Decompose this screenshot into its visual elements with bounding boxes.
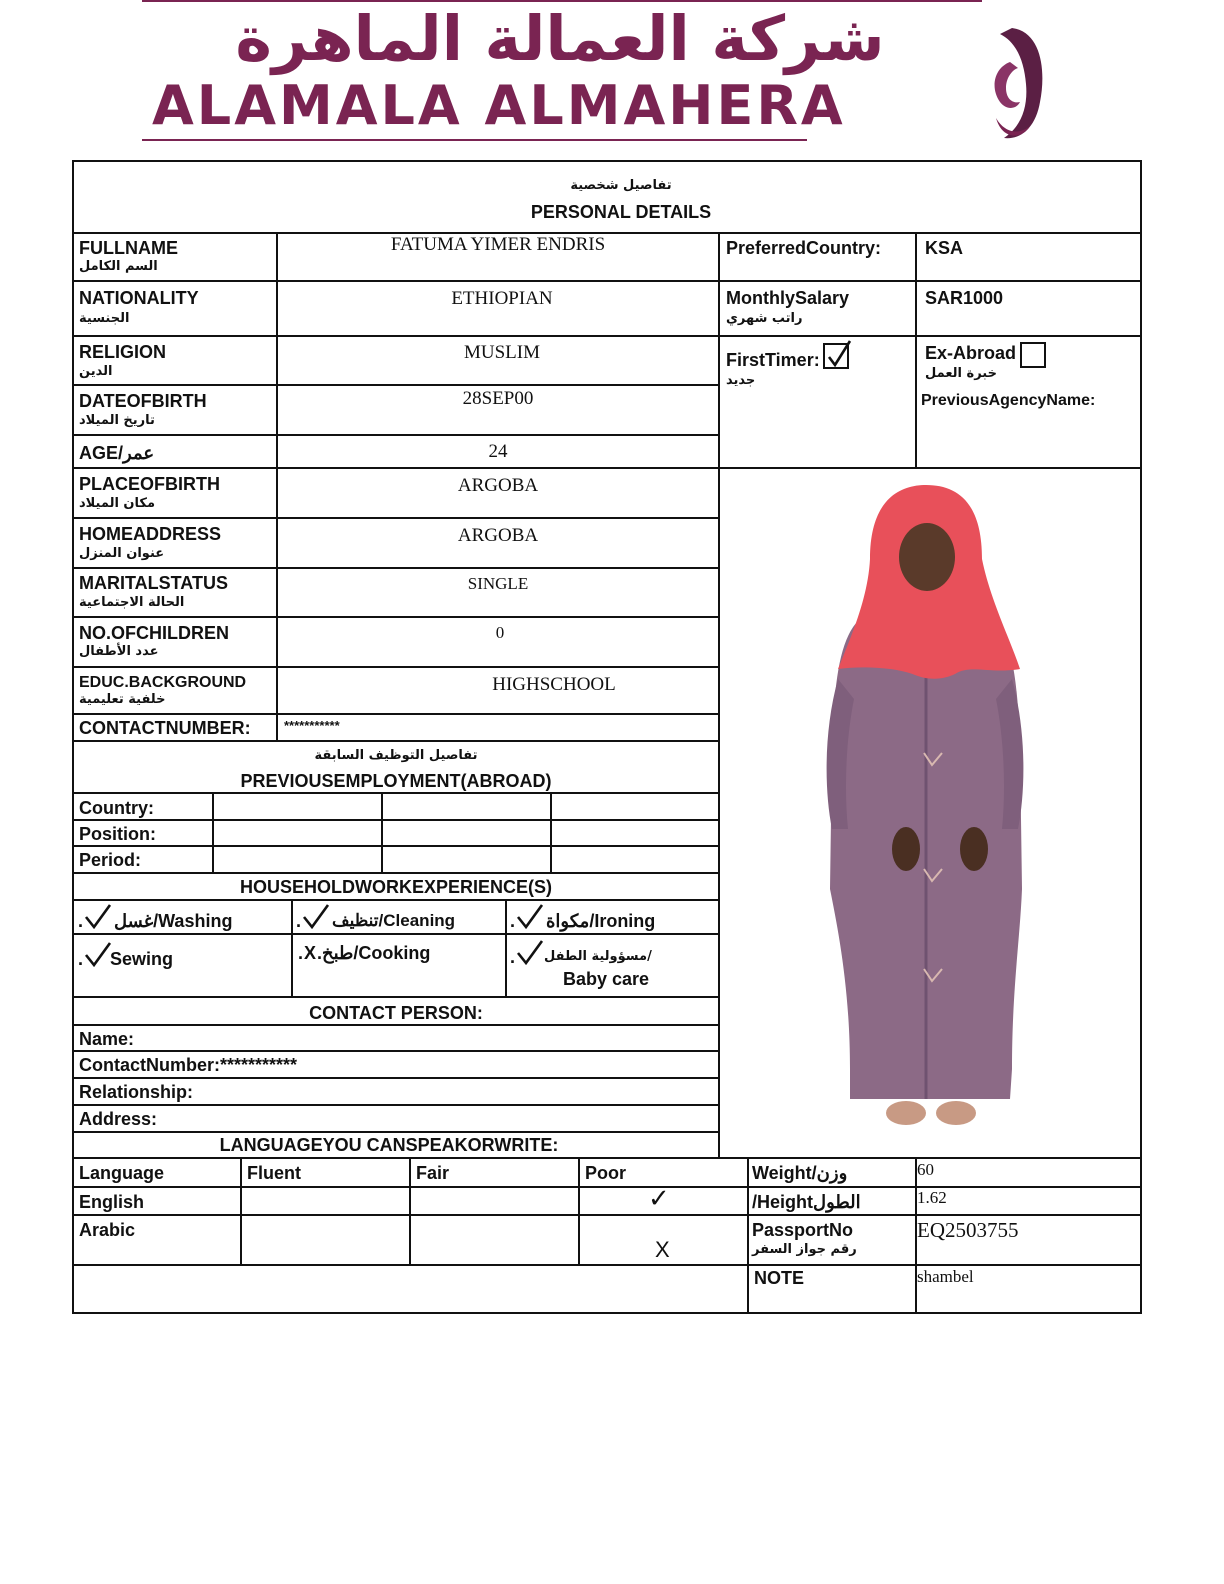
- checkmark-icon: [302, 903, 330, 929]
- contact-number-value: ***********: [284, 718, 340, 733]
- cleaning-label: تنظيف/Cleaning: [332, 911, 456, 930]
- pob-label-ar: مكان الميلاد: [79, 496, 156, 511]
- children-value: 0: [495, 623, 505, 642]
- lang-arabic-label: Arabic: [79, 1220, 136, 1240]
- marital-label: MARITALSTATUS: [79, 573, 228, 593]
- cross-mark-icon: X: [304, 943, 317, 963]
- dob-value: 28SEP00: [462, 388, 534, 409]
- contact-number-label: CONTACTNUMBER:: [79, 718, 251, 738]
- previous-agency-label: PreviousAgencyName:: [921, 392, 1096, 409]
- contact-relationship-label: Relationship:: [79, 1082, 194, 1102]
- note-value: shambel: [917, 1267, 974, 1286]
- lang-english-label: English: [79, 1192, 145, 1212]
- cooking-label: طبخ/Cooking: [322, 943, 431, 963]
- home-address-value: ARGOBA: [457, 525, 539, 546]
- lang-header-fair: Fair: [416, 1163, 450, 1183]
- logo-latin-text: ALAMALA ALMAHERA: [152, 74, 846, 137]
- person-figure-icon: [720, 469, 1140, 1157]
- home-address-label-ar: عنوان المنزل: [79, 546, 165, 561]
- religion-label: RELIGION: [79, 342, 167, 362]
- prev-period-label: Period:: [79, 850, 142, 870]
- fullname-label-ar: السم الكامل: [79, 259, 158, 274]
- nationality-value: ETHIOPIAN: [451, 288, 553, 309]
- sewing-label: Sewing: [110, 949, 174, 969]
- note-label: NOTE: [754, 1268, 805, 1288]
- personal-title-ar: تفاصيل شخصية: [570, 178, 672, 193]
- salary-label: MonthlySalary: [726, 288, 850, 308]
- household-item-babycare: . مسؤولية الطفل/ Baby care: [510, 937, 718, 995]
- education-label-ar: خلفية تعليمية: [79, 692, 166, 707]
- fullname-label: FULLNAME: [79, 238, 178, 258]
- weight-label: Weight/وزن: [752, 1163, 848, 1183]
- children-label-ar: عدد الأطفال: [79, 644, 159, 659]
- household-item-cooking: . X . طبخ/Cooking: [298, 943, 431, 963]
- weight-value: 60: [917, 1160, 934, 1179]
- prev-position-label: Position:: [79, 824, 156, 844]
- letterhead: [140, 0, 1200, 150]
- contact-number2-label: ContactNumber:***********: [79, 1055, 298, 1075]
- dob-label: DATEOFBIRTH: [79, 391, 207, 411]
- languages-title: LANGUAGEYOU CANSPEAKORWRITE:: [219, 1135, 559, 1155]
- salary-value: SAR1000: [925, 288, 1004, 308]
- babycare-label-ar: مسؤولية الطفل/: [544, 949, 652, 964]
- prev-country-label: Country:: [79, 798, 154, 818]
- passport-label-ar: رقم جواز السفر: [752, 1242, 857, 1257]
- prev-employment-title: PREVIOUSEMPLOYMENT(ABROAD): [240, 771, 552, 791]
- lang-arabic-poor-mark: X: [655, 1237, 670, 1262]
- ex-abroad-label: Ex-Abroad: [925, 343, 1017, 363]
- religion-label-ar: الدين: [79, 364, 113, 379]
- logo-emblem-icon: [982, 22, 1052, 144]
- pob-value: ARGOBA: [457, 475, 539, 496]
- checkmark-icon: [826, 339, 852, 369]
- household-item-cleaning: . تنظيف/Cleaning: [296, 901, 504, 933]
- babycare-label: Baby care: [563, 969, 650, 989]
- household-title: HOUSEHOLDWORKEXPERIENCE(S): [239, 877, 553, 897]
- salary-label-ar: راتب شهري: [726, 311, 803, 326]
- first-timer-label-ar: جديد: [726, 373, 756, 388]
- children-label: NO.OFCHILDREN: [79, 623, 229, 643]
- contact-address-label: Address:: [79, 1109, 158, 1129]
- fullname-value: FATUMA YIMER ENDRIS: [390, 234, 606, 255]
- height-value: 1.62: [917, 1188, 947, 1207]
- education-label: EDUC.BACKGROUND: [79, 674, 247, 691]
- marital-label-ar: الحالة الاجتماعية: [79, 595, 185, 610]
- age-label: AGE/عمر: [79, 443, 155, 463]
- contact-name-label: Name:: [79, 1029, 135, 1049]
- lang-header-language: Language: [79, 1163, 165, 1183]
- marital-value: SINGLE: [467, 574, 529, 593]
- lang-header-poor: Poor: [585, 1163, 627, 1183]
- passport-value: EQ2503755: [917, 1218, 1019, 1242]
- checkmark-icon: [516, 939, 544, 965]
- checkmark-icon: [516, 903, 544, 929]
- contact-person-title: CONTACT PERSON:: [309, 1003, 483, 1023]
- home-address-label: HOMEADDRESS: [79, 524, 222, 544]
- preferred-country-label: PreferredCountry:: [726, 238, 882, 258]
- education-value: HIGHSCHOOL: [492, 674, 616, 695]
- logo-arabic-text: شركة العمالة الماهرة: [235, 2, 885, 75]
- nationality-label: NATIONALITY: [79, 288, 199, 308]
- ironing-label: مكواة/Ironing: [546, 911, 656, 931]
- height-label: /Heightالطول: [752, 1192, 861, 1212]
- lang-english-poor-mark: ✓: [648, 1184, 670, 1214]
- household-item-sewing: . Sewing: [78, 937, 290, 977]
- personal-title: PERSONAL DETAILS: [530, 202, 712, 222]
- pob-label: PLACEOFBIRTH: [79, 474, 220, 494]
- applicant-photo: [720, 469, 1140, 1157]
- dob-label-ar: تاريخ الميلاد: [79, 413, 155, 428]
- household-item-ironing: . مكواة/Ironing: [510, 901, 718, 933]
- checkmark-icon: [84, 941, 112, 967]
- ex-abroad-label-ar: خبرة العمل: [925, 366, 997, 381]
- washing-label: غسل/Washing: [114, 911, 233, 931]
- preferred-country-value: KSA: [925, 238, 964, 258]
- religion-value: MUSLIM: [463, 342, 540, 363]
- nationality-label-ar: الجنسية: [79, 311, 130, 326]
- ex-abroad-checkbox[interactable]: [1020, 342, 1046, 368]
- first-timer-label: FirstTimer:: [726, 350, 820, 370]
- age-value: 24: [488, 441, 508, 462]
- household-item-washing: . غسل/Washing: [78, 901, 290, 933]
- lang-header-fluent: Fluent: [247, 1163, 301, 1183]
- checkmark-icon: [84, 903, 112, 929]
- prev-employment-title-ar: تفاصيل التوظيف السابقة: [314, 748, 478, 763]
- first-timer-checkbox[interactable]: [823, 343, 849, 369]
- passport-label: PassportNo: [752, 1220, 854, 1240]
